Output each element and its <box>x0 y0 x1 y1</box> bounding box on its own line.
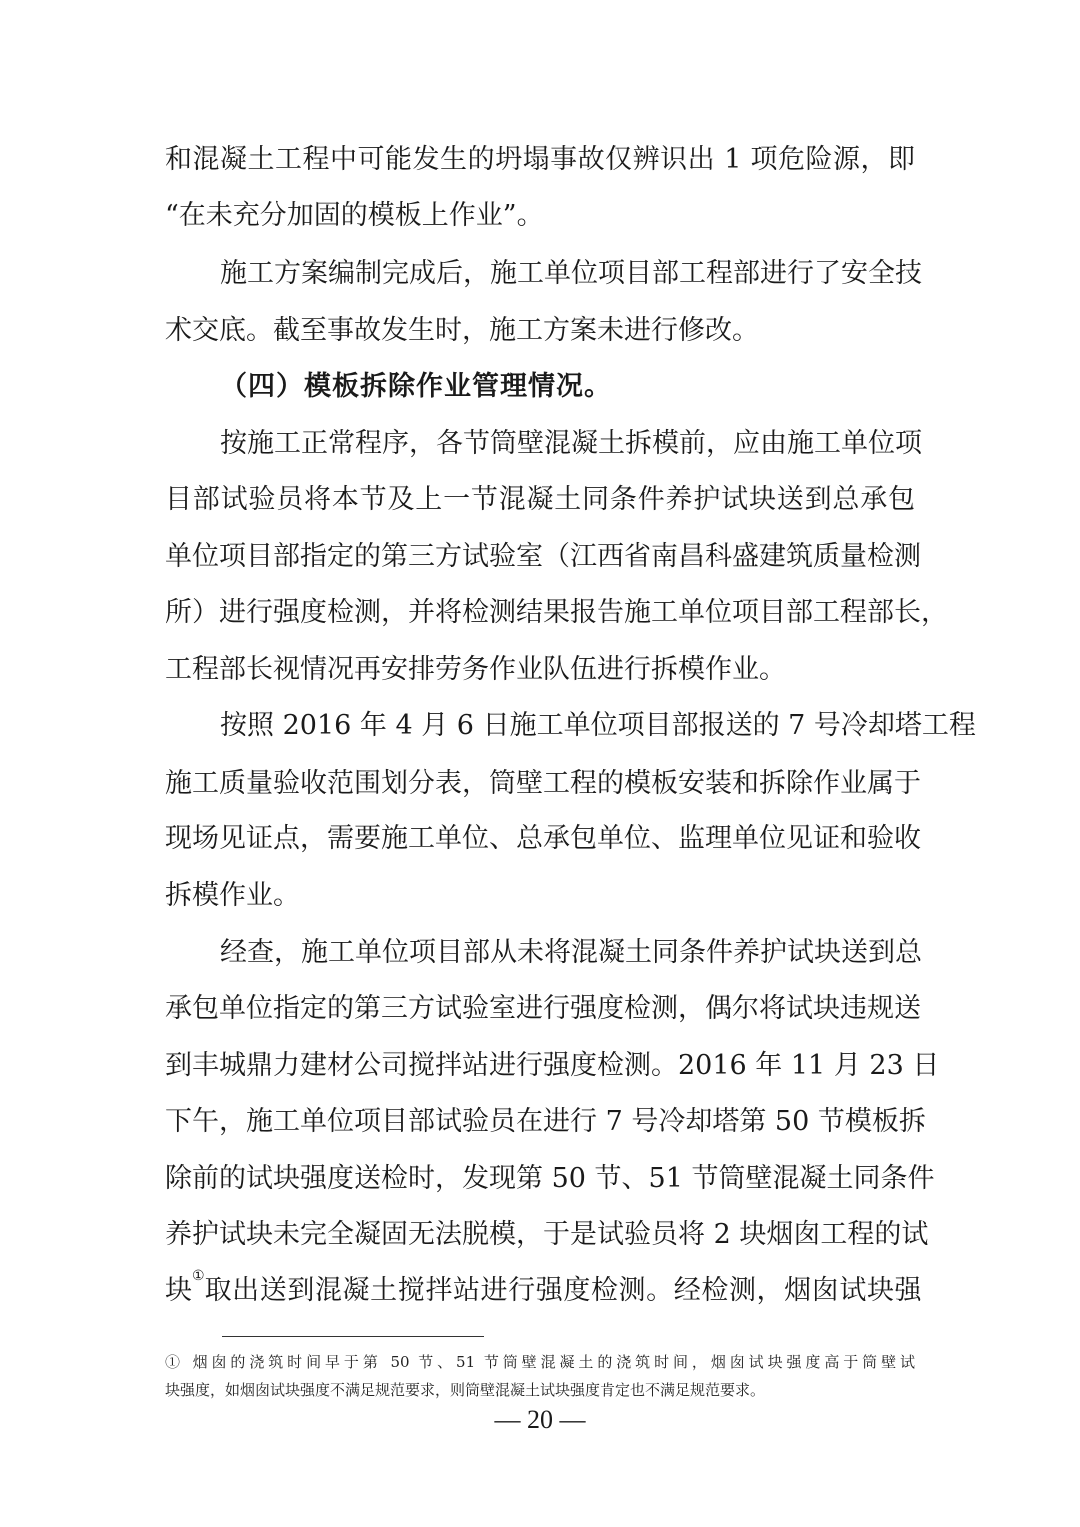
body-line: 经查，施工单位项目部从未将混凝土同条件养护试块送到总 <box>220 937 922 968</box>
body-line: 和混凝土工程中可能发生的坍塌事故仅辨识出 1 项危险源，即 <box>165 144 915 175</box>
body-line: 单位项目部指定的第三方试验室（江西省南昌科盛建筑质量检测 <box>165 541 921 572</box>
body-line: 按施工正常程序，各节筒壁混凝土拆模前，应由施工单位项 <box>220 428 922 459</box>
body-line: 下午，施工单位项目部试验员在进行 7 号冷却塔第 50 节模板拆 <box>165 1106 926 1137</box>
body-line-start: 块 <box>165 1275 192 1306</box>
body-line: “在未充分加固的模板上作业”。 <box>165 200 544 231</box>
body-line: 施工质量验收范围划分表，筒壁工程的模板安装和拆除作业属于 <box>165 768 921 799</box>
body-line: 承包单位指定的第三方试验室进行强度检测，偶尔将试块违规送 <box>165 993 921 1024</box>
body-line-with-footnote <box>165 1268 923 1311</box>
section-heading: （四）模板拆除作业管理情况。 <box>220 371 612 402</box>
body-line: 除前的试块强度送检时，发现第 50 节、51 节筒壁混凝土同条件 <box>165 1163 935 1194</box>
body-line-end: 取出送到混凝土搅拌站进行强度检测。经检测，烟囱试块强 <box>204 1275 923 1306</box>
body-line: 施工方案编制完成后，施工单位项目部工程部进行了安全技 <box>220 258 922 289</box>
body-line: 按照 2016 年 4 月 6 日施工单位项目部报送的 7 号冷却塔工程 <box>220 710 976 741</box>
body-line: 到丰城鼎力建材公司搅拌站进行强度检测。2016 年 11 月 23 日 <box>165 1050 940 1081</box>
body-line: 术交底。截至事故发生时，施工方案未进行修改。 <box>165 315 759 346</box>
body-line: 目部试验员将本节及上一节混凝土同条件养护试块送到总承包 <box>165 484 915 515</box>
body-line: 养护试块未完全凝固无法脱模，于是试验员将 2 块烟囱工程的试 <box>165 1219 929 1250</box>
body-line: 现场见证点，需要施工单位、总承包单位、监理单位见证和验收 <box>165 823 921 854</box>
footnote-line: ① 烟囱的浇筑时间早于第 50 节、51 节筒壁混凝土的浇筑时间，烟囱试块强度高于筒壁试 <box>165 1353 915 1371</box>
footnote-reference: ① <box>192 1268 205 1284</box>
body-line: 拆模作业。 <box>165 880 300 911</box>
footnote-line: 块强度，如烟囱试块强度不满足规范要求，则筒壁混凝土试块强度肯定也不满足规范要求。 <box>165 1381 766 1399</box>
footnote-separator <box>222 1336 484 1337</box>
body-line: 所）进行强度检测，并将检测结果报告施工单位项目部工程部长， <box>165 597 948 628</box>
body-line: 工程部长视情况再安排劳务作业队伍进行拆模作业。 <box>165 654 786 685</box>
page-number: — 20 — <box>494 1405 586 1434</box>
